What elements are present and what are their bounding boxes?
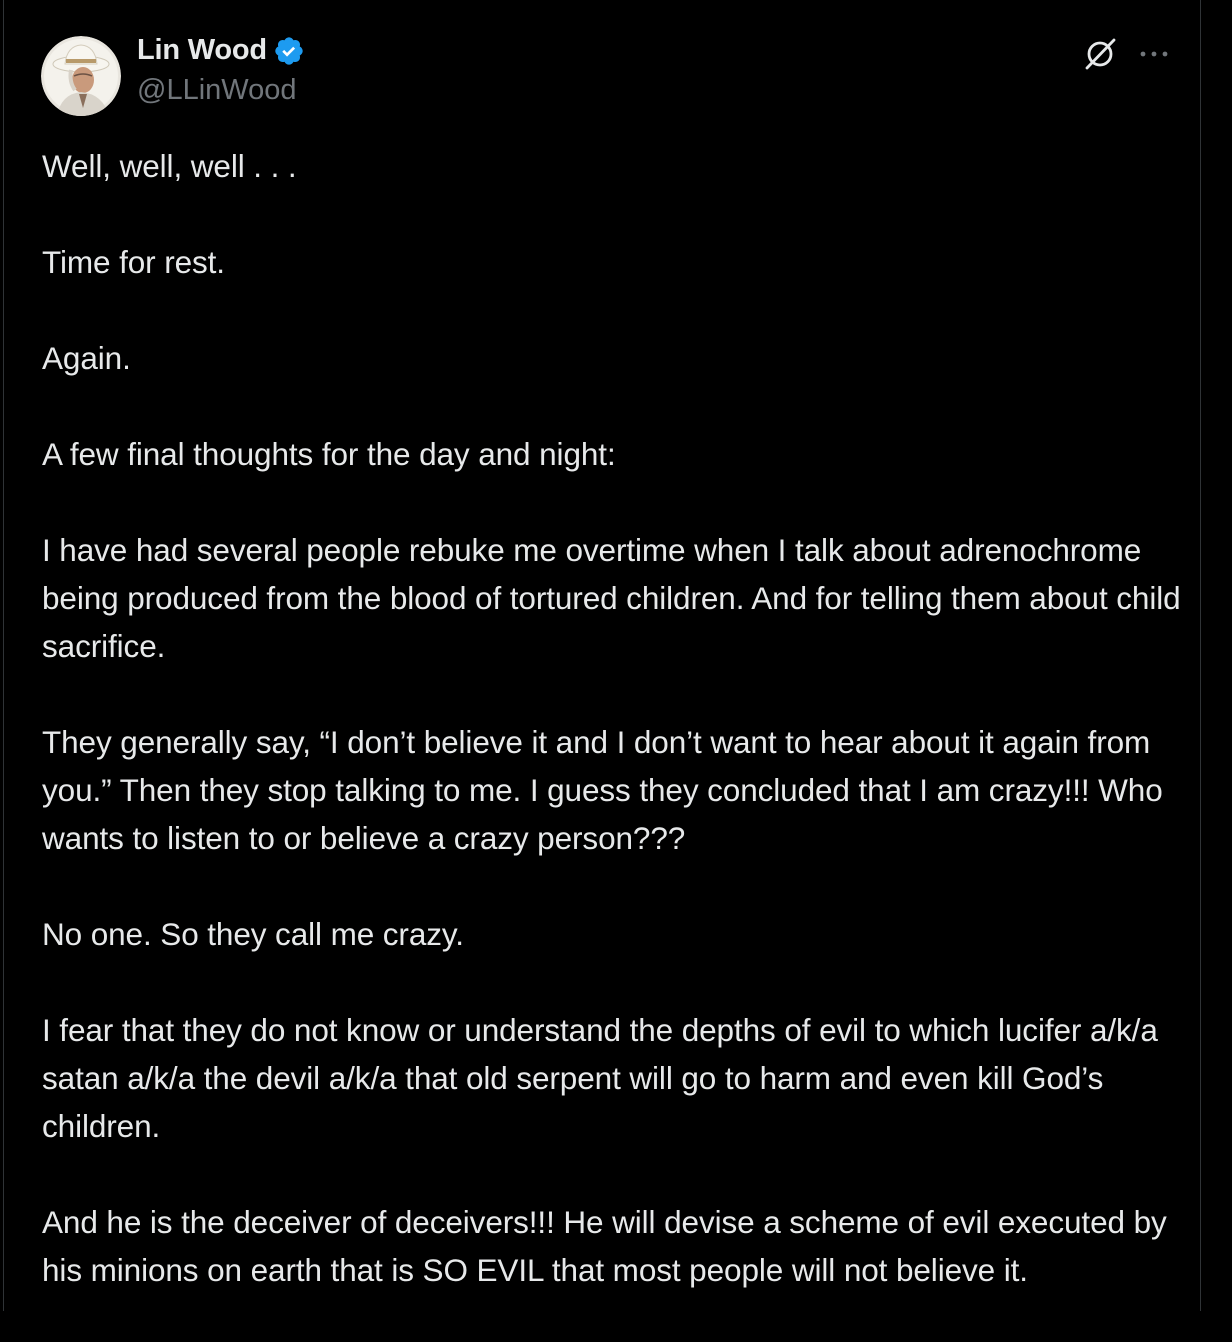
tweet-paragraph: Again.: [42, 340, 131, 376]
tweet-paragraph: A few final thoughts for the day and night:: [42, 436, 616, 472]
author-handle[interactable]: @LLinWood: [137, 74, 297, 106]
tweet-paragraph: No one. So they call me crazy.: [42, 916, 464, 952]
tweet-paragraph: And he is the deceiver of deceivers!!! He will devise a scheme of evil executed by his minions on earth that is SO EVIL that most people will not believe it.: [42, 1204, 1167, 1288]
author-display-name[interactable]: Lin Wood: [137, 34, 267, 66]
tweet-paragraph: I have had several people rebuke me overtime when I talk about adrenochrome being produced from the blood of tortured children. And for telling them about child sacrifice.: [42, 532, 1181, 664]
tweet-paragraph: Well, well, well . . .: [42, 148, 297, 184]
verified-badge-icon[interactable]: [273, 35, 305, 67]
tweet-paragraph: Time for rest.: [42, 244, 225, 280]
author-name-row[interactable]: [137, 34, 305, 67]
tweet-text: [42, 142, 1182, 1342]
more-options-icon[interactable]: [1138, 42, 1170, 71]
avatar[interactable]: [41, 36, 121, 116]
tweet-paragraph: I fear that they do not know or understand the depths of evil to which lucifer a/k/a satan a/k/a the devil a/k/a that old serpent will go to harm and even kill God’s children.: [42, 1012, 1158, 1144]
tweet-container: [3, 0, 1201, 1311]
tweet-paragraph: They generally say, “I don’t believe it and I don’t want to hear about it again from you.” Then they stop talking to me. I guess they concluded that I am crazy!!! Who wants to listen to or believe a crazy person???: [42, 724, 1163, 856]
grok-icon[interactable]: [1082, 36, 1118, 77]
